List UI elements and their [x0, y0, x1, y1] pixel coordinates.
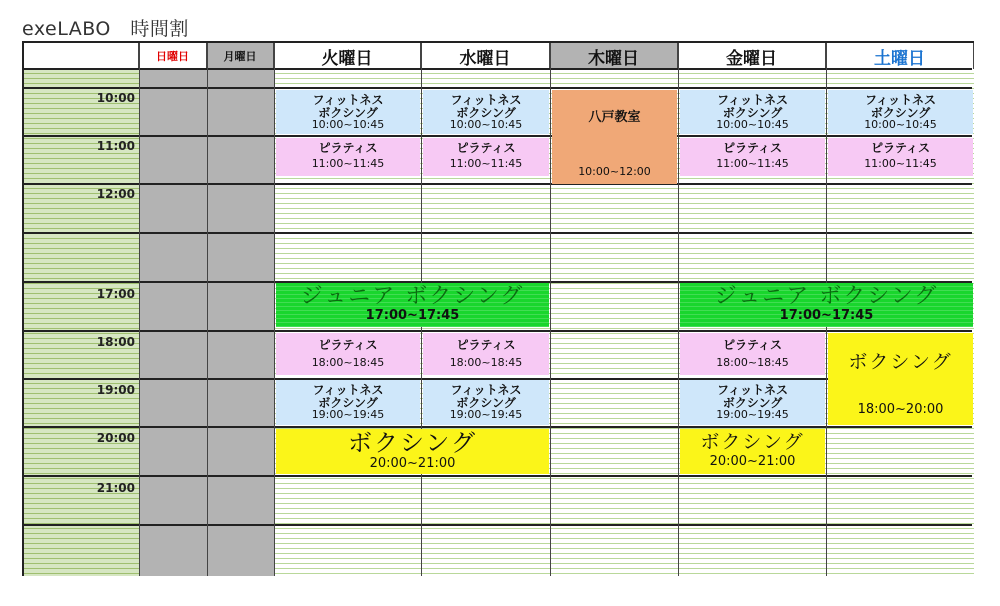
event-fitness-boxing[interactable] [680, 380, 825, 425]
event-time: 11:00~11:45 [311, 157, 385, 170]
event-pilates[interactable] [276, 333, 420, 375]
event-fitness-boxing[interactable] [423, 90, 549, 134]
header-friday: 金曜日 [678, 43, 826, 69]
event-name: フィットネス [312, 93, 384, 107]
col-line [678, 43, 679, 576]
event-pilates[interactable] [423, 138, 549, 176]
event-time: 17:00~17:45 [365, 308, 460, 323]
event-name: ピラティス [318, 141, 378, 155]
event-fitness-boxing[interactable] [680, 90, 825, 134]
event-fitness-boxing[interactable] [423, 380, 549, 425]
col-line [207, 43, 208, 576]
time-label: 19:00 [96, 383, 135, 397]
event-time: 18:00~18:45 [449, 356, 523, 369]
event-time: 20:00~21:00 [709, 454, 796, 469]
event-pilates[interactable] [680, 333, 825, 375]
event-time: 18:00~18:45 [311, 356, 385, 369]
time-label: 12:00 [96, 187, 135, 201]
event-name: フィットネス [312, 383, 384, 397]
time-label: 10:00 [96, 91, 135, 105]
col-line [550, 43, 551, 576]
header-sunday: 日曜日 [139, 43, 207, 69]
event-junior-boxing[interactable] [680, 283, 973, 327]
event-name: ボクシング [348, 429, 477, 457]
timetable [22, 41, 974, 576]
event-name: ボクシング [318, 396, 378, 410]
event-name: フィットネス [450, 383, 522, 397]
event-name: ピラティス [722, 141, 783, 155]
event-pilates[interactable] [680, 138, 825, 176]
header-tuesday: 火曜日 [274, 43, 421, 69]
event-boxing[interactable] [680, 429, 825, 474]
event-time: 10:00~10:45 [449, 118, 523, 131]
event-name: フィットネス [717, 93, 788, 107]
monday-column [207, 69, 274, 576]
event-name: フィットネス [865, 93, 936, 107]
event-time: 10:00~10:45 [864, 118, 937, 131]
col-line [274, 43, 275, 576]
event-hachinohe[interactable] [552, 90, 677, 184]
event-fitness-boxing[interactable] [276, 380, 420, 425]
event-name: 八戸教室 [588, 110, 641, 125]
time-label: 21:00 [96, 481, 135, 495]
row-line [24, 475, 972, 477]
event-time: 10:00~10:45 [311, 118, 385, 131]
event-time: 19:00~19:45 [716, 408, 789, 421]
event-time: 20:00~21:00 [369, 456, 456, 471]
event-name: ボクシング [848, 351, 953, 373]
event-name: ボクシング [456, 106, 516, 120]
event-boxing[interactable] [276, 429, 549, 474]
event-name: ボクシング [722, 106, 783, 120]
event-pilates[interactable] [423, 333, 549, 375]
page-title: exeLABO 時間割 [22, 18, 189, 40]
event-time: 11:00~11:45 [449, 157, 523, 170]
time-label: 11:00 [96, 139, 135, 153]
event-name: フィットネス [450, 93, 522, 107]
header-saturday: 土曜日 [826, 43, 974, 69]
event-boxing-saturday[interactable] [828, 333, 973, 425]
time-label: 18:00 [96, 335, 135, 349]
event-name: フィットネス [717, 383, 788, 397]
row-line [24, 330, 972, 332]
event-name: ボクシング [700, 431, 805, 453]
row-line [24, 183, 972, 185]
row-line [24, 87, 972, 89]
time-label: 17:00 [96, 287, 135, 301]
event-junior-boxing[interactable] [276, 283, 549, 327]
event-name: ピラティス [456, 338, 516, 352]
event-name: ジュニア ボクシング [300, 284, 525, 309]
event-fitness-boxing[interactable] [276, 90, 420, 134]
event-time: 10:00~12:00 [578, 165, 651, 178]
row-line [24, 135, 972, 137]
event-pilates[interactable] [828, 138, 973, 176]
event-time: 17:00~17:45 [779, 308, 874, 323]
event-name: ボクシング [456, 396, 516, 410]
event-time: 11:00~11:45 [864, 157, 937, 170]
header-time [24, 43, 139, 69]
event-name: ジュニア ボクシング [714, 284, 939, 309]
event-name: ピラティス [318, 338, 378, 352]
event-time: 11:00~11:45 [716, 157, 789, 170]
time-label: 20:00 [96, 431, 135, 445]
event-time: 10:00~10:45 [716, 118, 789, 131]
event-name: ボクシング [870, 106, 931, 120]
event-name: ピラティス [870, 141, 931, 155]
event-name: ピラティス [722, 338, 783, 352]
event-name: ピラティス [456, 141, 516, 155]
event-time: 18:00~20:00 [857, 402, 944, 417]
header-monday: 月曜日 [207, 43, 274, 69]
header-thursday: 木曜日 [550, 43, 678, 69]
event-time: 19:00~19:45 [311, 408, 385, 421]
row-line [24, 68, 972, 70]
sunday-column [139, 69, 207, 576]
row-line [24, 232, 972, 234]
event-name: ボクシング [318, 106, 378, 120]
event-pilates[interactable] [276, 138, 420, 176]
event-fitness-boxing[interactable] [828, 90, 973, 134]
event-time: 18:00~18:45 [716, 356, 789, 369]
header-wednesday: 水曜日 [421, 43, 550, 69]
event-time: 19:00~19:45 [449, 408, 523, 421]
col-line [139, 43, 140, 576]
row-line [24, 426, 972, 428]
row-line [24, 524, 972, 526]
event-name: ボクシング [722, 396, 783, 410]
